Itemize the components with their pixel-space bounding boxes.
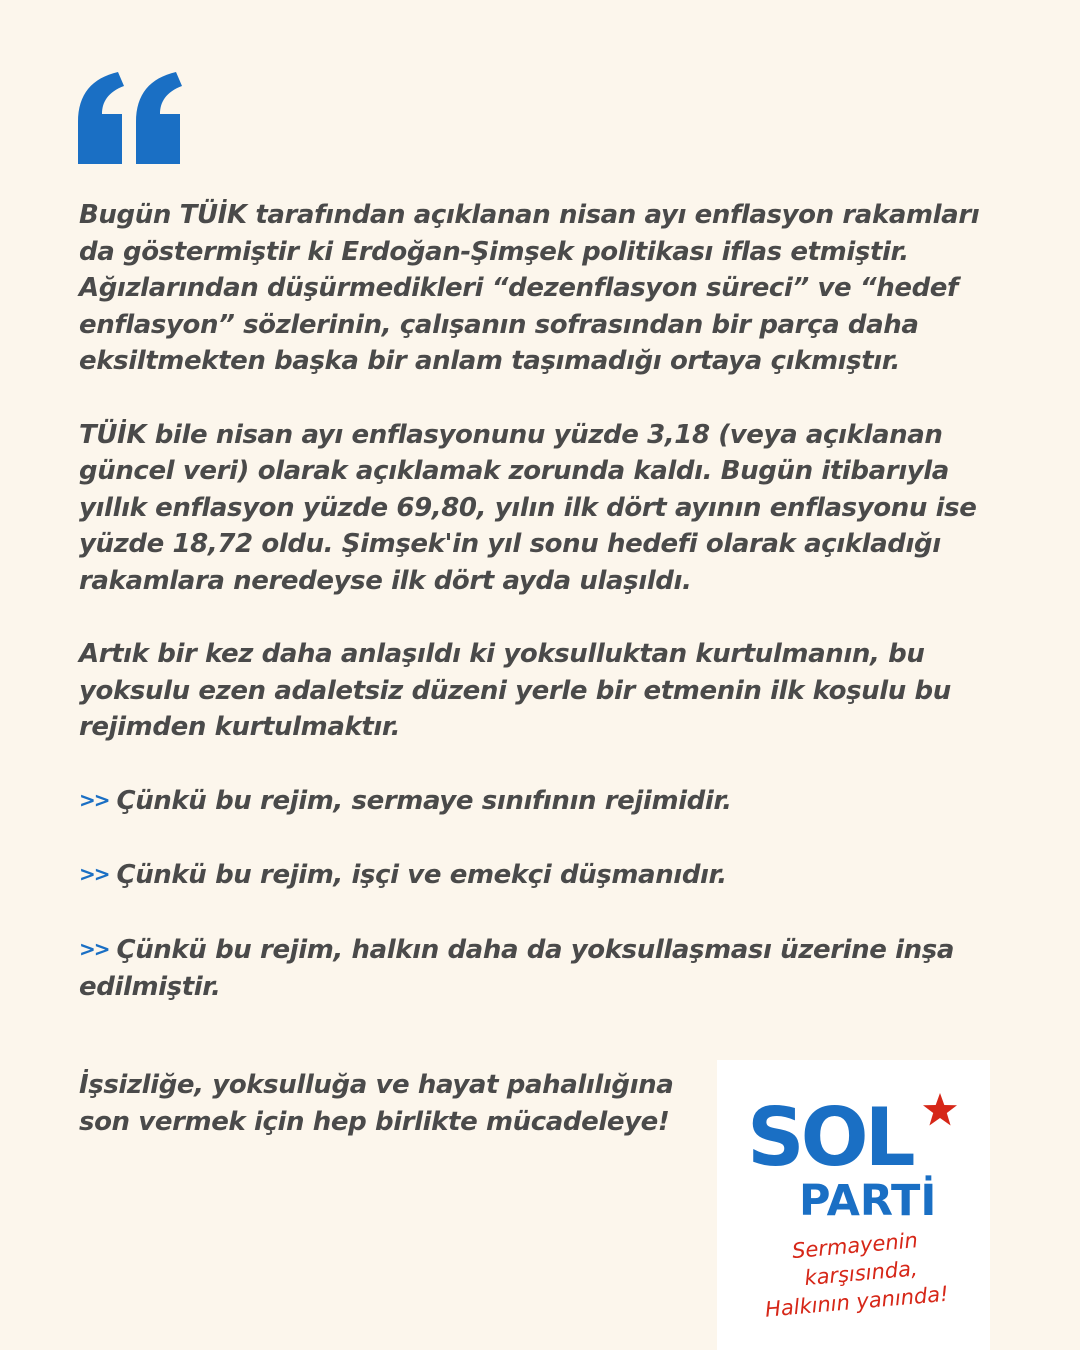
paragraph-3: Artık bir kez daha anlaşıldı ki yoksulluktan kurtulmanın, bu yoksulu ezen adaletsiz düzeni yerle bir etmenin ilk koşulu bu rejimden kurtulmaktır. bbox=[79, 639, 951, 742]
paragraph-1: Bugün TÜİK tarafından açıklanan nisan ayı enflasyon rakamları da göstermiştir ki Erdoğan-Şimşek politikası iflas etmiştir. Ağızlarından düşürmedikleri “dezenflasyon süreci” ve “hedef enflasyon” sözlerinin, çalışanın sofrasından bir parça daha eksiltmekten başka bir anlam taşımadığı ortaya çıkmıştır. bbox=[79, 200, 980, 376]
bullet-2-text: Çünkü bu rejim, işçi ve emekçi düşmanıdır. bbox=[116, 860, 727, 890]
logo-word-parti: PARTİ bbox=[799, 1176, 937, 1226]
logo-word-sol: SOL bbox=[747, 1091, 912, 1184]
double-chevron-icon: >> bbox=[79, 936, 109, 961]
sol-parti-logo bbox=[717, 1060, 990, 1350]
statement-body bbox=[79, 197, 1014, 1043]
slogan-line: Halkının yanında! bbox=[764, 1281, 950, 1322]
bullet-2 bbox=[79, 857, 1014, 895]
double-chevron-icon: >> bbox=[79, 862, 109, 886]
bullet-1-text: Çünkü bu rejim, sermaye sınıfının rejimidir. bbox=[116, 785, 732, 816]
closing-call: İşsizliğe, yoksulluğa ve hayat pahalılığına son vermek için hep birlikte mücadeleye! bbox=[79, 1070, 674, 1137]
bullet-3-text: Çünkü bu rejim, halkın daha da yoksullaşması üzerine inşa edilmiştir. bbox=[79, 934, 955, 1002]
red-star-icon bbox=[922, 1092, 958, 1128]
slogan-line: Sermayenin bbox=[791, 1228, 919, 1264]
opening-quotation-mark-icon bbox=[78, 72, 182, 164]
bullet-1 bbox=[79, 783, 1014, 821]
logo-slogan bbox=[759, 1221, 985, 1324]
bullet-3 bbox=[79, 932, 1014, 1006]
slogan-line: karşısında, bbox=[803, 1256, 919, 1291]
double-chevron-icon: >> bbox=[79, 787, 109, 812]
paragraph-2: TÜİK bile nisan ayı enflasyonunu yüzde 3,18 (veya açıklanan güncel veri) olarak açıklamak zorunda kaldı. Bugün itibarıyla yıllık enflasyon yüzde 69,80, yılın ilk dört ayının enflasyonu ise yüzde 18,72 oldu. Şimşek'in yıl sonu hedefi olarak açıkladığı rakamlara neredeyse ilk dört ayda ulaşıldı. bbox=[79, 419, 977, 596]
